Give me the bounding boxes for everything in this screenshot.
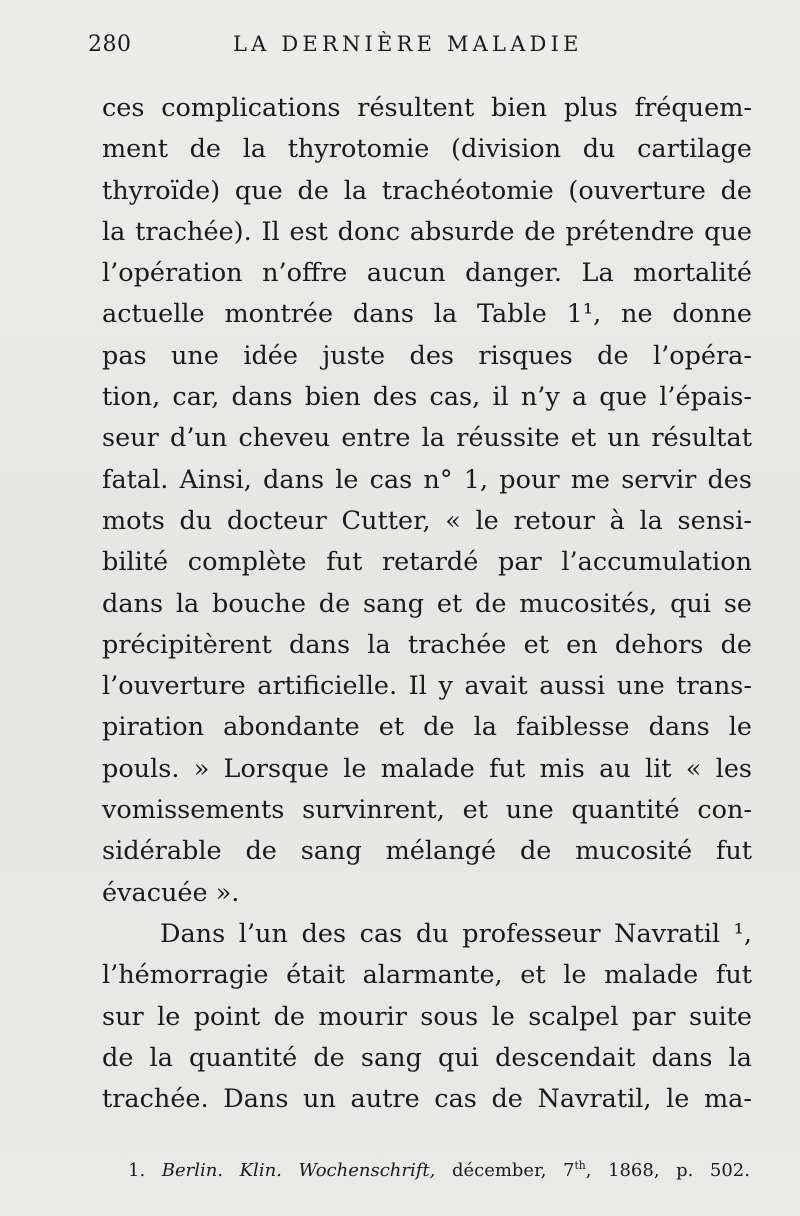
- text-line: de la quantité de sang qui descendait dans la: [102, 1042, 752, 1073]
- page-header: [88, 32, 708, 68]
- text-line: piration abondante et de la faiblesse dans le: [102, 712, 752, 743]
- text-line: ment de la thyrotomie (division du cartilage: [102, 134, 752, 165]
- text-line: pas une idée juste des risques de l’opéra-: [102, 340, 752, 371]
- text-line: trachée. Dans un autre cas de Navratil, le ma-: [102, 1084, 752, 1115]
- text-line: fatal. Ainsi, dans le cas n° 1, pour me servir des: [102, 464, 752, 495]
- text-line: ces complications résultent bien plus fréquem-: [102, 93, 752, 123]
- text-line: pouls. » Lorsque le malade fut mis au lit « les: [102, 753, 752, 784]
- text-line: tion, car, dans bien des cas, il n’y a que l’épais-: [102, 382, 752, 413]
- text-line: évacuée ».: [102, 877, 240, 908]
- text-line: l’hémorragie était alarmante, et le malade fut: [102, 960, 752, 991]
- footnote: [128, 1160, 750, 1181]
- footnote-rest: , 1868, p. 502.: [585, 1160, 750, 1181]
- text-line: la trachée). Il est donc absurde de prétendre que: [102, 216, 752, 247]
- text-line: dans la bouche de sang et de mucosités, qui se: [102, 588, 752, 619]
- text-line: actuelle montrée dans la Table 1¹, ne donne: [102, 299, 752, 330]
- footnote-number: 1.: [128, 1160, 146, 1181]
- running-title: LA DERNIÈRE MALADIE: [233, 32, 583, 56]
- text-line: vomissements survinrent, et une quantité con-: [102, 795, 752, 826]
- text-line: précipitèrent dans la trachée et en dehors de: [102, 629, 752, 660]
- text-line: thyroïde) que de la trachéotomie (ouverture de: [102, 175, 752, 206]
- text-line: bilité complète fut retardé par l’accumulation: [102, 547, 752, 578]
- text-line: seur d’un cheveu entre la réussite et un résultat: [102, 423, 752, 454]
- text-line: l’opération n’offre aucun danger. La mortalité: [102, 258, 752, 289]
- text-line: mots du docteur Cutter, « le retour à la sensi-: [102, 505, 752, 536]
- text-line: sur le point de mourir sous le scalpel par suite: [102, 1001, 752, 1032]
- body-text: [102, 88, 752, 1120]
- page-number: 280: [88, 32, 132, 57]
- text-line: sidérable de sang mélangé de mucosité fut: [102, 836, 752, 867]
- footnote-date: décember, 7: [451, 1160, 575, 1181]
- footnote-date-suffix: th: [574, 1159, 586, 1172]
- text-line: Dans l’un des cas du professeur Navratil ¹,: [160, 918, 752, 949]
- text-line: l’ouverture artificielle. Il y avait aussi une trans-: [102, 671, 752, 702]
- footnote-source: Berlin. Klin. Wochenschrift,: [161, 1160, 436, 1181]
